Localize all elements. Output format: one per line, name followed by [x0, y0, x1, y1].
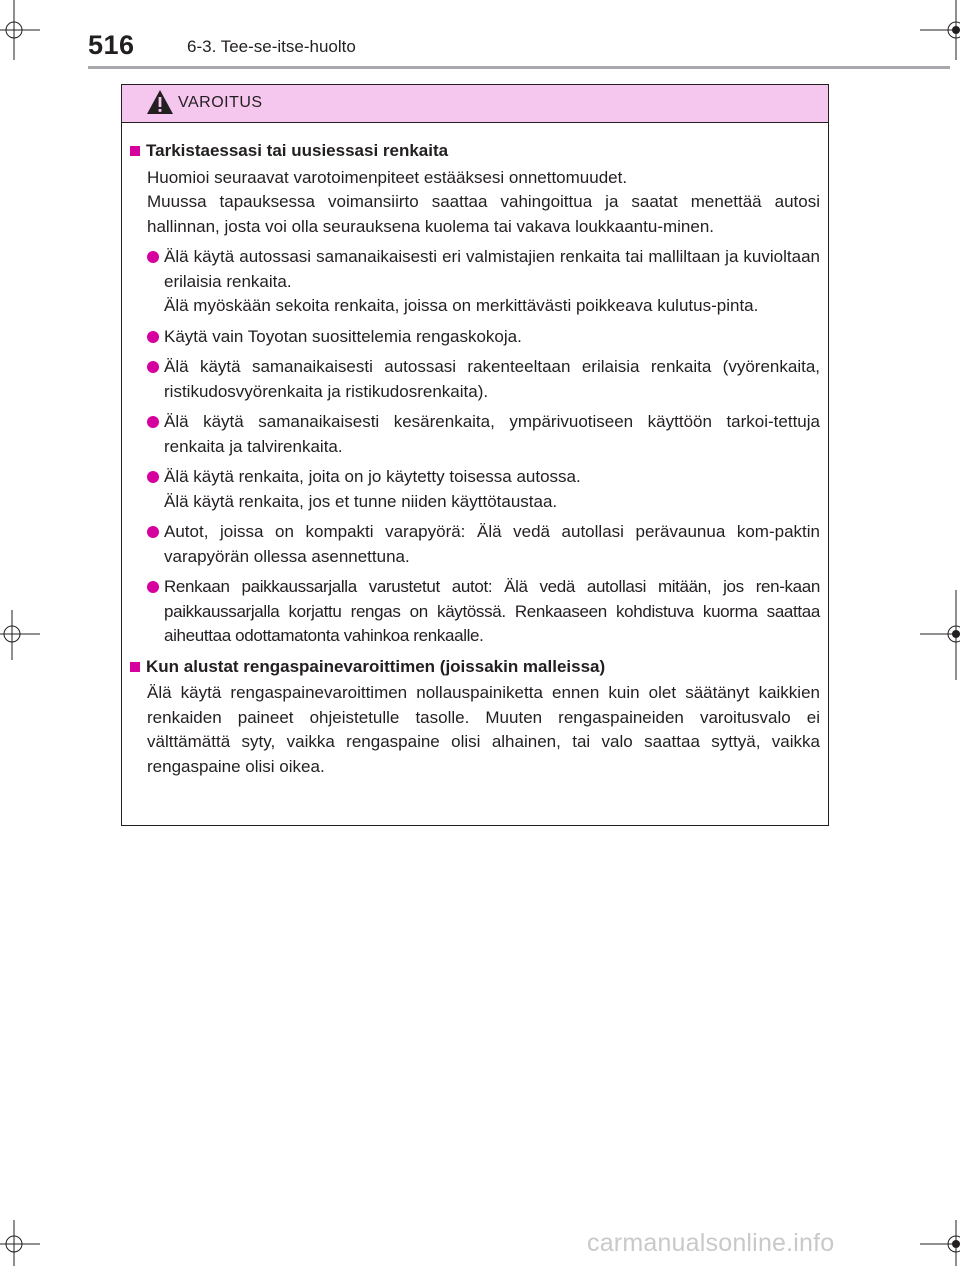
- page-number: 516: [88, 30, 135, 60]
- bullet-item: [130, 520, 820, 569]
- bullet-text: Älä käytä renkaita, joita on jo käytetty toisessa autossa.: [164, 467, 581, 486]
- bullet-text: Älä käytä renkaita, jos et tunne niiden käyttötaustaa.: [164, 491, 558, 511]
- crop-mark-mid-left: [0, 610, 40, 660]
- bullet-text: Käytä vain Toyotan suosittelemia rengaskokoja.: [164, 326, 522, 346]
- bullet-text: Älä myöskään sekoita renkaita, joissa on merkittävästi poikkeava kulutus-pinta.: [164, 296, 759, 315]
- crop-mark-bottom-left: [0, 1220, 40, 1266]
- warning-body: [122, 123, 828, 779]
- bullet-dot-icon: [147, 251, 159, 263]
- watermark: carmanualsonline.info: [587, 1229, 835, 1257]
- section-heading-tpms-reset: [130, 655, 820, 680]
- warning-box: [121, 84, 829, 826]
- bullet-dot-icon: [147, 471, 159, 483]
- tpms-paragraph: Älä käytä rengaspainevaroittimen nollauspainiketta ennen kuin olet säätänyt kaikkien renkaiden paineet ohjeistetulle tasolle. Muuten rengaspaineiden varoitusvalo ei välttämättä syty, vaikka rengaspaine olisi alhainen, tai valo saattaa syttyä, vaikka rengaspaine olisi oikea.: [147, 683, 820, 776]
- section-heading-text: Kun alustat rengaspainevaroittimen (joissakin malleissa): [146, 656, 606, 676]
- bullet-text: Älä käytä samanaikaisesti autossasi rakenteeltaan erilaisia renkaita (vyörenkaita, ristikudosvyörenkaita ja ristikudosrenkaita).: [164, 357, 820, 401]
- crop-mark-top-left: [0, 0, 40, 60]
- bullet-item: [130, 325, 820, 350]
- square-bullet-icon: [130, 146, 140, 156]
- section-heading-tire-check: [130, 139, 820, 164]
- section-title: 6-3. Tee-se-itse-huolto: [187, 37, 356, 56]
- bullet-text: Autot, joissa on kompakti varapyörä: Älä vedä autollasi perävaunua kom-paktin varapyörän ollessa asennettuna.: [164, 522, 820, 566]
- bullet-item: [130, 410, 820, 459]
- warning-label: VAROITUS: [178, 94, 263, 111]
- crop-mark-bottom-right: [920, 1220, 960, 1266]
- intro-paragraph: Huomioi seuraavat varotoimenpiteet estääksesi onnettomuudet.: [147, 167, 628, 187]
- bullet-text: Renkaan paikkaussarjalla varustetut autot: Älä vedä autollasi mitään, jos ren-kaan paikkaussarjalla korjattu rengas on käytössä. Renkaaseen kohdistuva kuorma saattaa aiheuttaa odottamatonta vahinkoa renkaalle.: [164, 577, 820, 645]
- crop-mark-mid-right: [920, 590, 960, 680]
- bullet-dot-icon: [147, 526, 159, 538]
- bullet-item: [130, 575, 820, 649]
- crop-mark-top-right: [920, 0, 960, 60]
- bullet-dot-icon: [147, 361, 159, 373]
- bullet-text: Älä käytä autossasi samanaikaisesti eri valmistajien renkaita tai malliltaan ja kuvioltaan erilaisia renkaita.: [164, 247, 820, 291]
- bullet-dot-icon: [147, 581, 159, 593]
- bullet-item: [130, 465, 820, 514]
- warning-header: [122, 85, 828, 123]
- bullet-dot-icon: [147, 416, 159, 428]
- bullet-dot-icon: [147, 331, 159, 343]
- square-bullet-icon: [130, 662, 140, 672]
- bullet-item: [130, 245, 820, 319]
- intro-paragraph: Muussa tapauksessa voimansiirto saattaa vahingoittua ja saatat menettää autosi hallinnan, josta voi olla seurauksena kuolema tai vakava loukkaantu-minen.: [147, 192, 820, 236]
- header-rule: [88, 66, 950, 69]
- section-heading-text: Tarkistaessasi tai uusiessasi renkaita: [146, 141, 449, 160]
- bullet-text: Älä käytä samanaikaisesti kesärenkaita, ympärivuotiseen käyttöön tarkoi-tettuja renkaita ja talvirenkaita.: [164, 412, 820, 456]
- bullet-item: [130, 355, 820, 404]
- warning-triangle-icon: [146, 89, 174, 115]
